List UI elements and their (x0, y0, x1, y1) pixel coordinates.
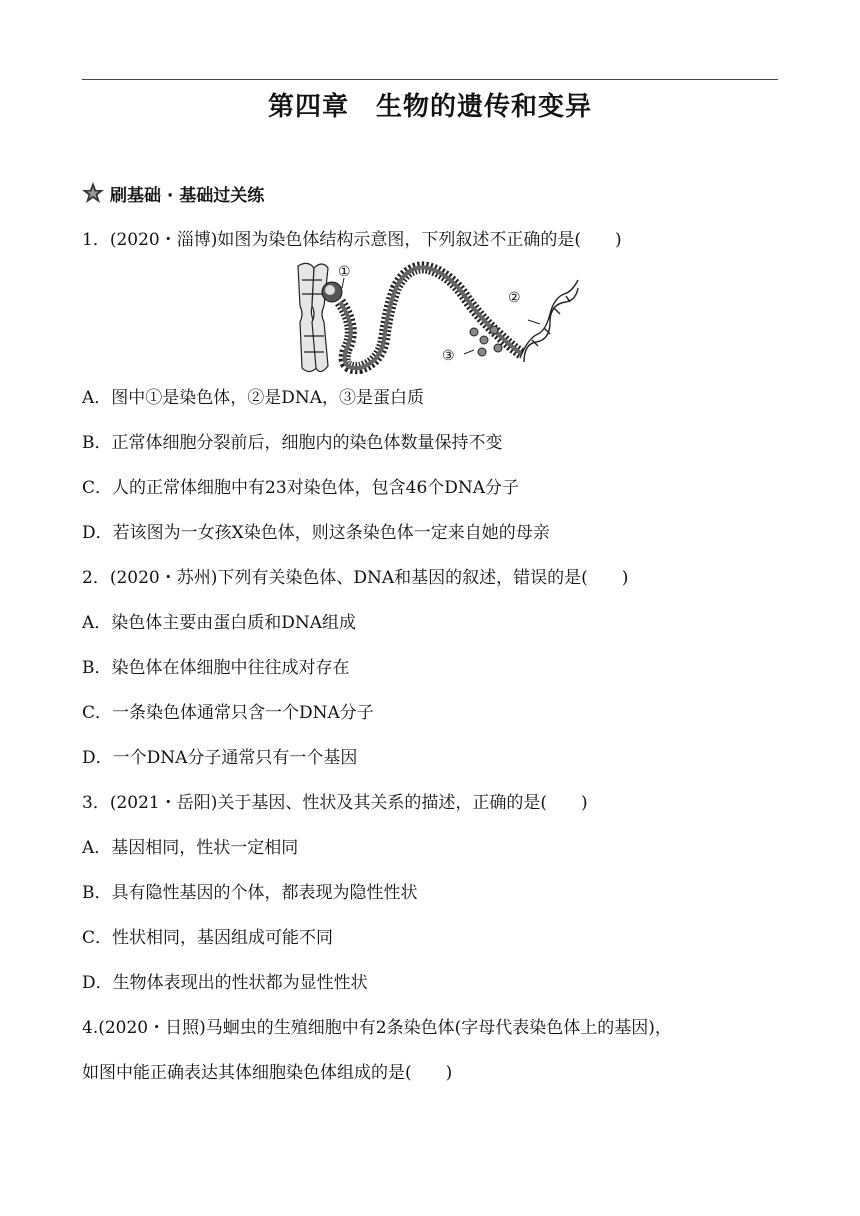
question-2-option-b: B．染色体在体细胞中往往成对存在 (82, 658, 350, 678)
section-label: 刷基础 · 基础过关练 (110, 185, 265, 206)
question-1-option-c: C．人的正常体细胞中有23对染色体，包含46个DNA分子 (82, 478, 520, 498)
question-1-option-d: D．若该图为一女孩X染色体，则这条染色体一定来自她的母亲 (82, 523, 550, 543)
figure-label-1: ① (338, 264, 351, 280)
chromosome-drawing (298, 263, 328, 371)
header-rule (82, 79, 778, 80)
star-icon (80, 180, 106, 206)
question-4-stem-line-2: 如图中能正确表达其体细胞染色体组成的是( ) (82, 1063, 453, 1083)
question-1-stem: 1．(2020・淄博)如图为染色体结构示意图，下列叙述不正确的是( ) (82, 230, 622, 250)
figure-label-3: ③ (442, 348, 455, 364)
question-1-option-a: A．图中①是染色体，②是DNA，③是蛋白质 (82, 388, 425, 408)
question-2-option-a: A．染色体主要由蛋白质和DNA组成 (82, 613, 357, 633)
question-4-stem-line-1: 4.(2020・日照)马蛔虫的生殖细胞中有2条染色体(字母代表染色体上的基因)， (82, 1018, 672, 1038)
question-3-option-d: D．生物体表现出的性状都为显性性状 (82, 973, 368, 993)
question-3-option-c: C．性状相同，基因组成可能不同 (82, 928, 334, 948)
question-3-option-a: A．基因相同，性状一定相同 (82, 838, 299, 858)
section-heading (80, 178, 264, 208)
question-2-option-c: C．一条染色体通常只含一个DNA分子 (82, 703, 374, 723)
question-2-stem: 2．(2020・苏州)下列有关染色体、DNA和基因的叙述，错误的是( ) (82, 568, 629, 588)
question-3-stem: 3．(2021・岳阳)关于基因、性状及其关系的描述，正确的是( ) (82, 793, 588, 813)
question-1-option-b: B．正常体细胞分裂前后，细胞内的染色体数量保持不变 (82, 433, 503, 453)
question-2-option-d: D．一个DNA分子通常只有一个基因 (82, 748, 358, 768)
page-title: 第四章 生物的遗传和变异 (267, 92, 592, 122)
question-3-option-b: B．具有隐性基因的个体，都表现为隐性性状 (82, 883, 418, 903)
chromosome-structure-figure (288, 258, 580, 380)
figure-label-2: ② (508, 290, 521, 306)
